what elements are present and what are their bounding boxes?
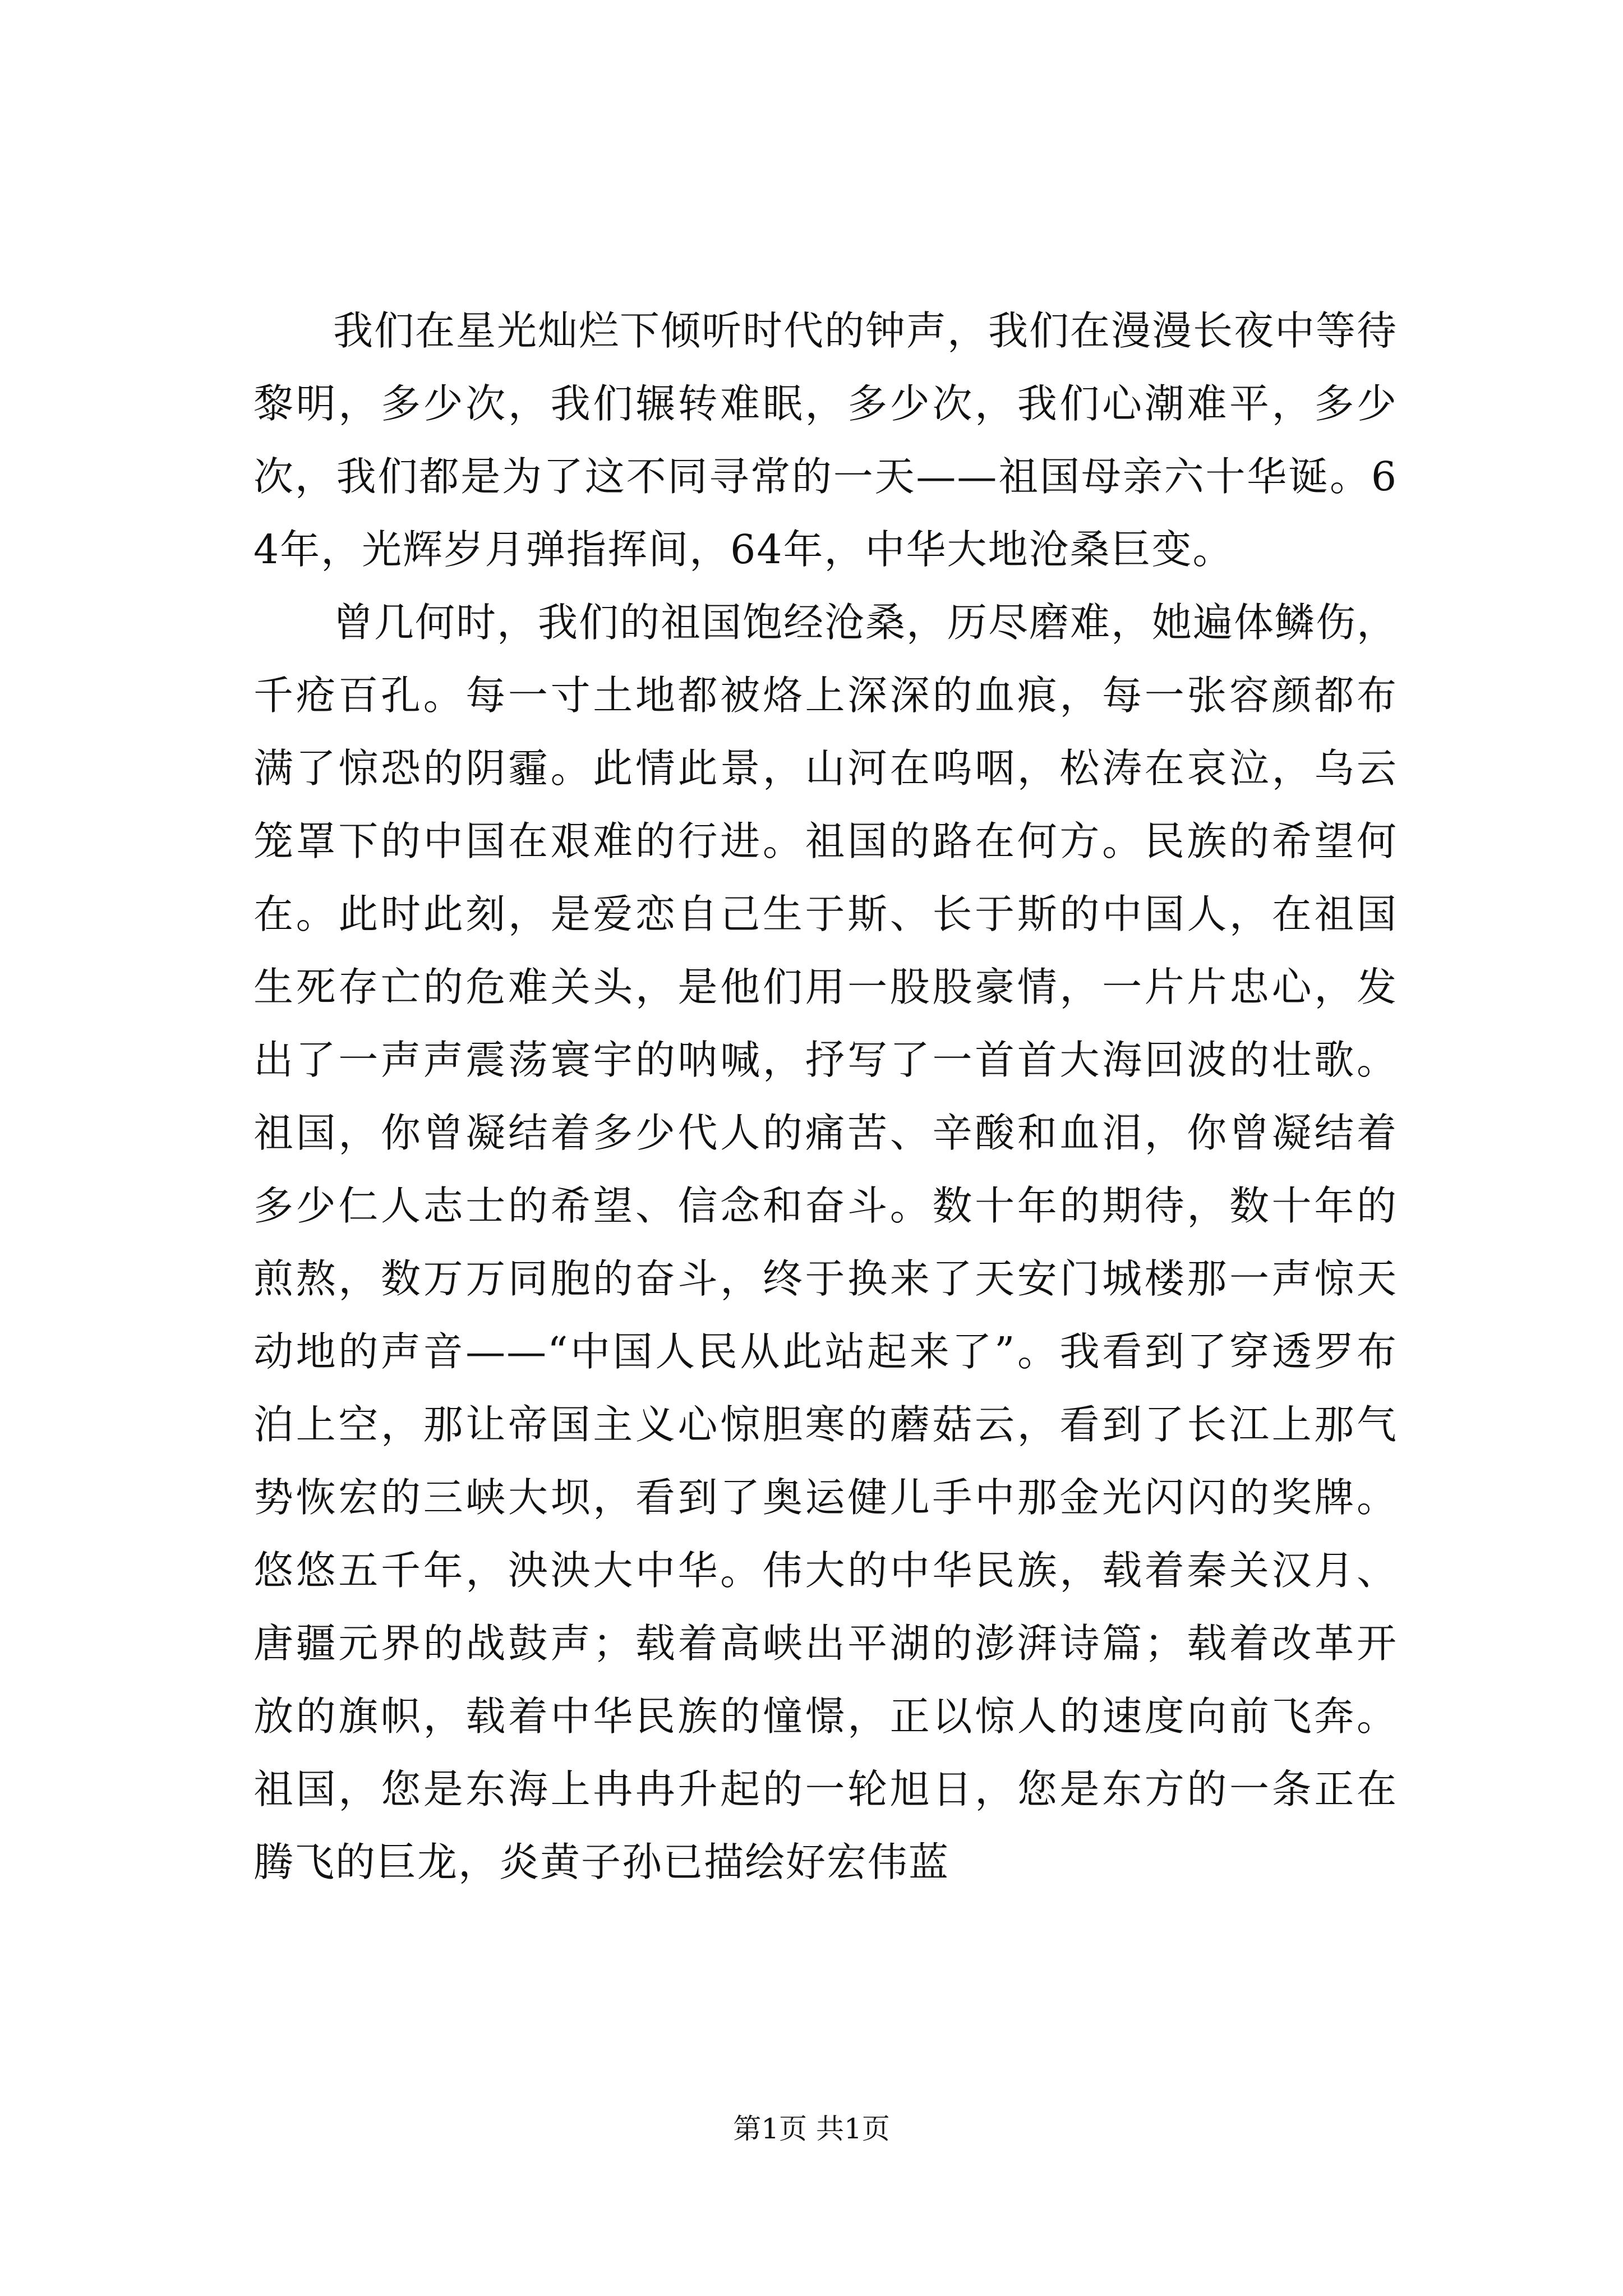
paragraph-2: 曾几何时，我们的祖国饱经沧桑，历尽磨难，她遍体鳞伤，千疮百孔。每一寸土地都被烙上深深的血痕，每一张容颜都布满了惊恐的阴霾。此情此景，山河在呜咽，松涛在哀泣，乌云笼罩下的中国在艰难的行进。祖国的路在何方。民族的希望何在。此时此刻，是爱恋自己生于斯、长于斯的中国人，在祖国生死存亡的危难关头，是他们用一股股豪情，一片片忠心，发出了一声声震荡寰宇的呐喊，抒写了一首首大海回波的壮歌。祖国，你曾凝结着多少代人的痛苦、辛酸和血泪，你曾凝结着多少仁人志士的希望、信念和奋斗。数十年的期待，数十年的煎熬，数万万同胞的奋斗，终于换来了天安门城楼那一声惊天动地的声音——“中国人民从此站起来了”。我看到了穿透罗布泊上空，那让帝国主义心惊胆寒的蘑菇云，看到了长江上那气势恢宏的三峡大坝，看到了奥运健儿手中那金光闪闪的奖牌。悠悠五千年，泱泱大中华。伟大的中华民族，载着秦关汉月、唐疆元界的战鼓声；载着高峡出平湖的澎湃诗篇；载着改革开放的旗帜，载着中华民族的憧憬，正以惊人的速度向前飞奔。祖国，您是东海上冉冉升起的一轮旭日，您是东方的一条正在腾飞的巨龙，炎黄子孙已描绘好宏伟蓝 — [253, 599, 1398, 1885]
body-text — [253, 295, 1398, 1899]
paragraph-1: 我们在星光灿烂下倾听时代的钟声，我们在漫漫长夜中等待黎明，多少次，我们辗转难眠，多少次，我们心潮难平，多少次，我们都是为了这不同寻常的一天——祖国母亲六十华诞。64年，光辉岁月弹指挥间，64年，中华大地沧桑巨变。 — [253, 307, 1398, 573]
page-footer: 第1页 共1页 — [733, 2113, 890, 2145]
